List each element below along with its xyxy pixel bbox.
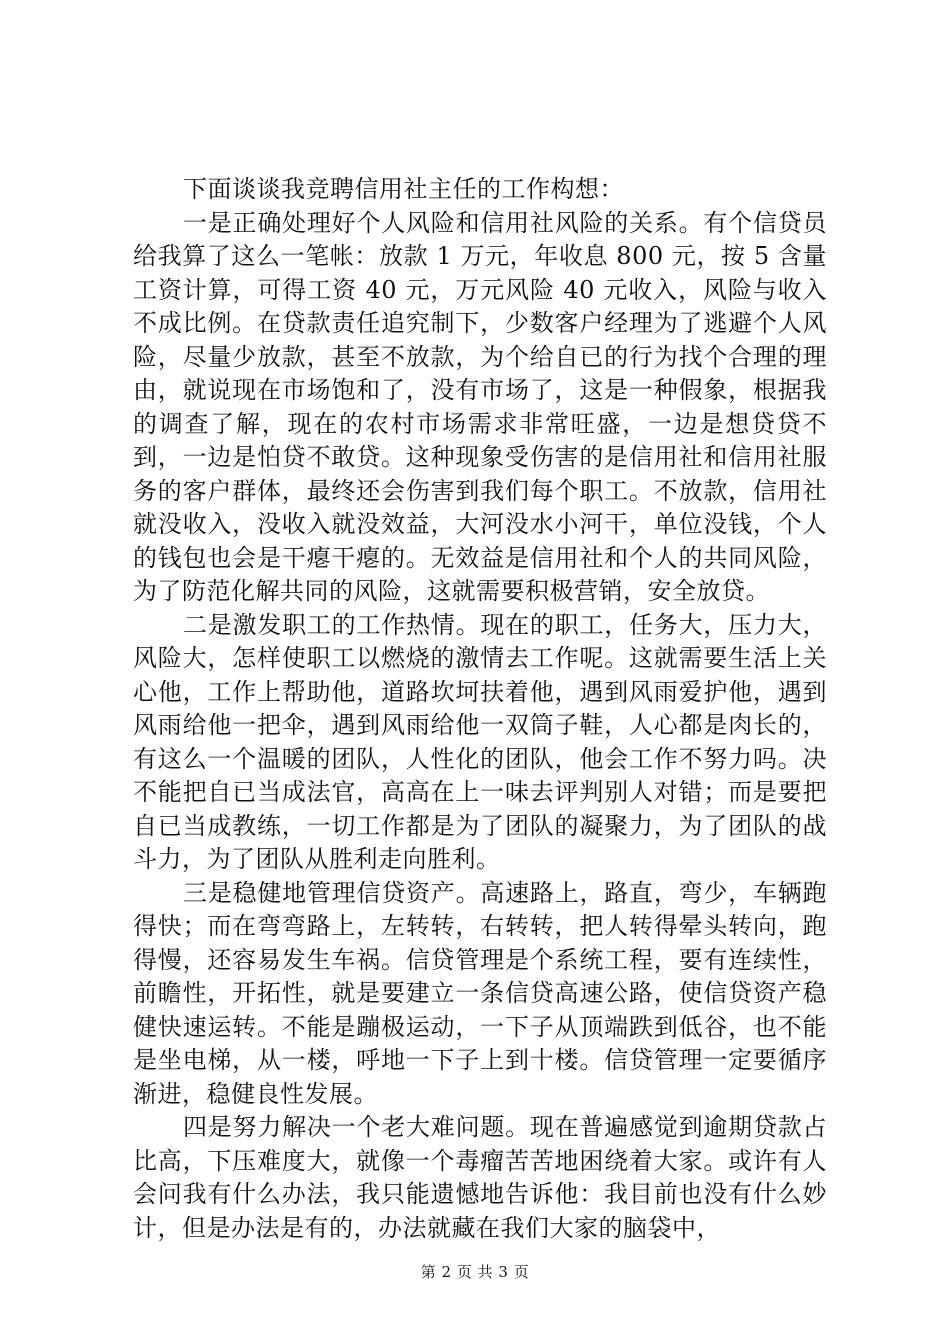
paragraph-point-one: 一是正确处理好个人风险和信用社风险的关系。有个信贷员给我算了这么一笔帐：放款 1 万元，年收息 800 元，按 5 含量工资计算，可得工资 40 元，万元风险 40 元收入，风险与收入不成比例。在贷款责任追究制下，少数客户经理为了逃避个人风险，尽量少放款，甚至不放款，为个给自已的行为找个合理的理由，就说现在市场饱和了，没有市场了，这是一种假象，根据我的调查了解，现在的农村市场需求非常旺盛，一边是想贷贷不到，一边是怕贷不敢贷。这种现象受伤害的是信用社和信用社服务的客户群体，最终还会伤害到我们每个职工。不放款，信用社就没收入，没收入就没效益，大河没水小河干，单位没钱，个人的钱包也会是干瘪干瘪的。无效益是信用社和个人的共同风险，为了防范化解共同的风险，这就需要积极营销，安全放贷。: [133, 208, 827, 605]
page-number-footer: 第 2 页 共 3 页: [420, 1263, 530, 1281]
paragraph-point-three: 三是稳健地管理信贷资产。高速路上，路直，弯少，车辆跑得快；而在弯弯路上，左转转，右转转，把人转得晕头转向，跑得慢，还容易发生车祸。信贷管理是个系统工程，要有连续性，前瞻性，开拓性，就是要建立一条信贷高速公路，使信贷资产稳健快速运转。不能是蹦极运动，一下子从顶端跌到低谷，也不能是坐电梯，从一楼，呼地一下子上到十楼。信贷管理一定要循序渐进，稳健良性发展。: [133, 878, 827, 1108]
paragraph-intro: 下面谈谈我竞聘信用社主任的工作构想：: [183, 175, 624, 203]
paragraph-point-four: 四是努力解决一个老大难问题。现在普遍感觉到逾期贷款占比高，下压难度大，就像一个毒瘤苦苦地困绕着大家。或许有人会问我有什么办法，我只能遗憾地告诉他：我目前也没有什么妙计，但是办法是有的，办法就藏在我们大家的脑袋中，: [133, 1113, 827, 1242]
document-body: [133, 173, 827, 1245]
paragraph-point-two: 二是激发职工的工作热情。现在的职工，任务大，压力大，风险大，怎样使职工以燃烧的激情去工作呢。这就需要生活上关心他，工作上帮助他，道路坎坷扶着他，遇到风雨爱护他，遇到风雨给他一把伞，遇到风雨给他一双筒子鞋，人心都是肉长的，有这么一个温暖的团队，人性化的团队，他会工作不努力吗。决不能把自已当成法官，高高在上一味去评判别人对错；而是要把自已当成教练，一切工作都是为了团队的凝聚力，为了团队的战斗力，为了团队从胜利走向胜利。: [133, 610, 827, 873]
